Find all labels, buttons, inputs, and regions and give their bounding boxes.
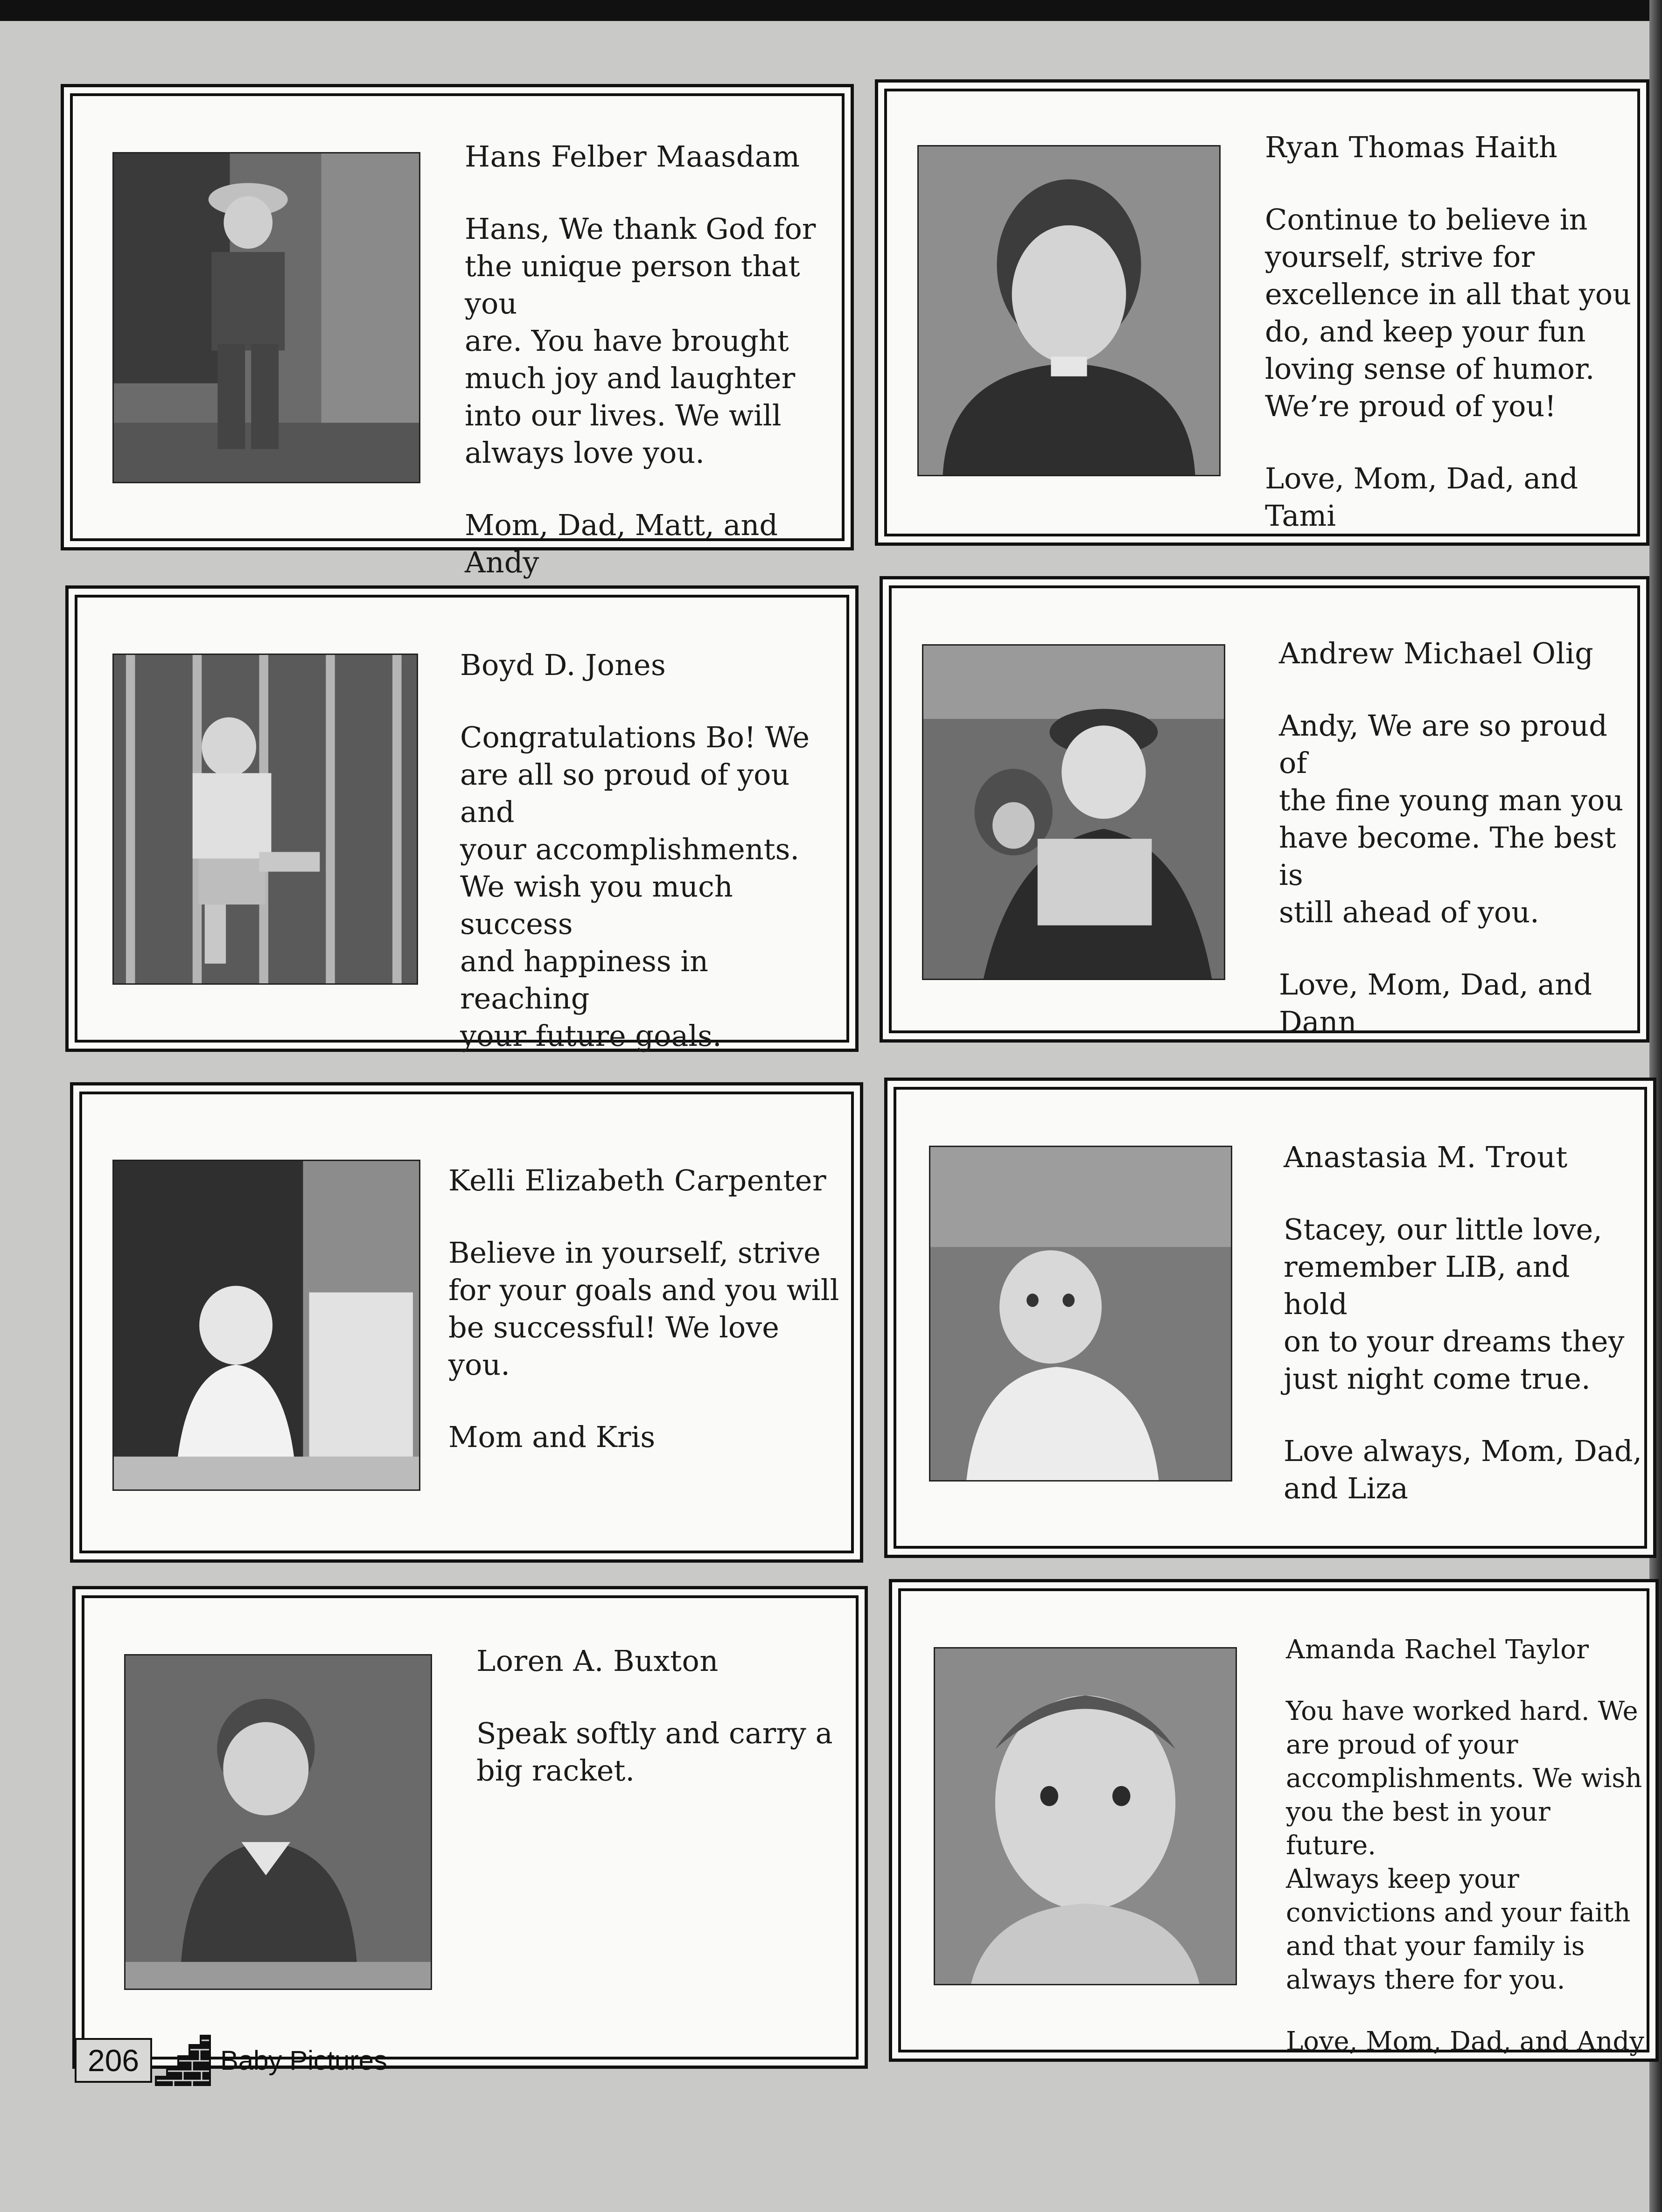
page-footer	[75, 2030, 387, 2091]
card-text-kelli	[448, 1162, 840, 1456]
parent-message: Speak softly and carry a big racket.	[476, 1716, 833, 1788]
card-text-loren	[476, 1642, 845, 1789]
signature: Mom and Kris	[448, 1420, 656, 1454]
card-text-ryan	[1265, 129, 1634, 535]
card-text-boyd	[460, 647, 843, 1127]
brick-wall-icon	[155, 2035, 211, 2086]
card-text-amanda	[1286, 1633, 1648, 2059]
card-text-anastasia	[1284, 1139, 1643, 1507]
parent-message: Continue to believe in yourself, strive for excellence in all that you do, and keep your fun loving sense of humor. We’re proud of you!	[1265, 202, 1631, 423]
baby-card-ryan	[884, 89, 1640, 536]
baby-card-loren	[82, 1595, 859, 2059]
child-name: Boyd D. Jones	[460, 648, 666, 682]
page-number: 206	[75, 2038, 152, 2083]
baby-photo-kelli	[112, 1160, 420, 1491]
baby-photo-ryan	[917, 145, 1221, 476]
card-text-hans	[465, 138, 838, 581]
parent-message: You have worked hard. We are proud of your accomplishments. We wish you the best in your future. Always keep your convictions and your faith and that your family is always there for you.	[1286, 1696, 1642, 1995]
scan-right-edge	[1649, 0, 1662, 2212]
child-name: Andrew Michael Olig	[1279, 636, 1594, 670]
baby-card-hans	[70, 93, 845, 579]
signature: Mom, Dad, Matt, and Andy	[465, 508, 778, 579]
child-name: Hans Felber Maasdam	[465, 139, 800, 174]
baby-photo-boyd	[112, 654, 418, 985]
scan-top-edge	[0, 0, 1662, 21]
parent-message: Believe in yourself, strive for your goals and you will be successful! We love you.	[448, 1236, 839, 1382]
parent-message: Stacey, our little love, remember LIB, and hold on to your dreams they just night come true.	[1284, 1212, 1625, 1396]
baby-photo-hans	[112, 152, 420, 483]
baby-card-amanda	[898, 1588, 1649, 2057]
parent-message: Hans, We thank God for the unique person that you are. You have brought much joy and laughter into our lives. We will always love you.	[465, 212, 816, 470]
baby-photo-loren	[124, 1654, 432, 1990]
baby-card-kelli	[79, 1092, 854, 1553]
baby-card-anastasia	[894, 1087, 1647, 1549]
baby-photo-anastasia	[929, 1146, 1232, 1482]
signature: Love, Mom, Dad, and Tami	[1265, 461, 1578, 533]
signature: Love, Mom, Dad, and Andy	[1286, 2026, 1644, 2057]
parent-message: Congratulations Bo! We are all so proud of you and your accomplishments. We wish you much success and happiness in reaching your future goals.	[460, 720, 810, 1053]
baby-card-andrew	[889, 585, 1640, 1039]
child-name: Kelli Elizabeth Carpenter	[448, 1163, 827, 1197]
section-title: Baby Pictures	[220, 2045, 387, 2076]
child-name: Amanda Rachel Taylor	[1286, 1635, 1589, 1665]
signature: Love always, Mom, Dad, and Liza	[1284, 1434, 1642, 1505]
child-name: Anastasia M. Trout	[1284, 1140, 1568, 1174]
card-text-andrew	[1279, 635, 1638, 1041]
baby-photo-andrew	[922, 644, 1225, 980]
signature: Love, Mom, Dad, and Dann	[1279, 967, 1592, 1039]
baby-photo-amanda	[934, 1647, 1237, 1985]
parent-message: Andy, We are so proud of the fine young man you have become. The best is still ahead of you.	[1279, 709, 1624, 929]
child-name: Ryan Thomas Haith	[1265, 130, 1558, 164]
baby-card-boyd	[75, 595, 849, 1053]
child-name: Loren A. Buxton	[476, 1644, 719, 1678]
